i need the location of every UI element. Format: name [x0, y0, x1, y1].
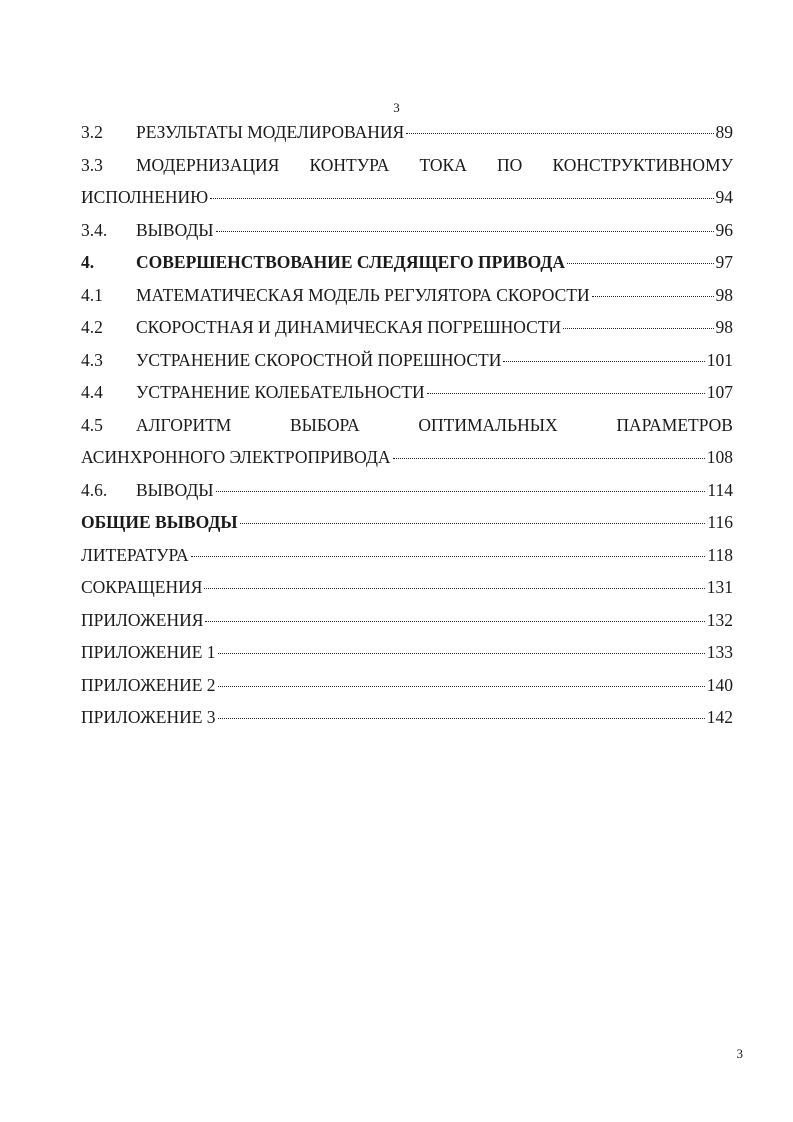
toc-entry-number: 3.4. — [81, 219, 108, 240]
toc-entry-continuation[interactable] — [81, 447, 733, 480]
toc-entry[interactable] — [81, 350, 733, 383]
toc-entry[interactable] — [81, 675, 733, 708]
title-word: АЛГОРИТМ — [136, 414, 232, 435]
toc-entry[interactable] — [81, 512, 733, 545]
dot-leader — [393, 458, 705, 459]
toc-entry-title: СОКРАЩЕНИЯ — [81, 577, 203, 597]
dot-leader — [503, 361, 704, 362]
toc-entry-page: 107 — [706, 382, 733, 402]
toc-entry-page: 98 — [715, 317, 733, 337]
toc-entry[interactable] — [81, 545, 733, 578]
dot-leader — [218, 718, 705, 719]
toc-entry-number: 4.3 — [81, 349, 103, 370]
dot-leader — [406, 133, 713, 134]
toc-entry-title: ПРИЛОЖЕНИЕ 3 — [81, 707, 216, 727]
toc-entry-number: 4.6. — [81, 479, 108, 500]
toc-entry-title: РЕЗУЛЬТАТЫ МОДЕЛИРОВАНИЯ — [136, 122, 405, 142]
toc-entry-number: 4.1 — [81, 284, 103, 305]
toc-entry-title-continued: АСИНХРОННОГО ЭЛЕКТРОПРИВОДА — [81, 447, 391, 467]
toc-entry[interactable] — [81, 122, 733, 155]
toc-entry[interactable] — [81, 415, 733, 448]
title-word: МОДЕРНИЗАЦИЯ — [136, 154, 280, 175]
toc-entry[interactable] — [81, 577, 733, 610]
toc-entry-page: 94 — [715, 187, 733, 207]
toc-entry-title: УСТРАНЕНИЕ КОЛЕБАТЕЛЬНОСТИ — [136, 382, 425, 402]
toc-entry-number: 4.4 — [81, 382, 103, 402]
footer-page-number: 3 — [736, 1046, 743, 1061]
header-page-number: 3 — [393, 100, 400, 115]
dot-leader — [240, 523, 706, 524]
toc-entry-continuation[interactable] — [81, 187, 733, 220]
toc-entry[interactable] — [81, 610, 733, 643]
toc-entry-number: 4.2 — [81, 317, 103, 337]
title-word: ВЫБОРА — [289, 414, 360, 435]
toc-entry-page: 132 — [706, 609, 733, 630]
toc-entry-number: 4. — [81, 252, 95, 272]
toc-entry-page: 97 — [715, 252, 733, 272]
toc-entry-title — [136, 415, 733, 436]
title-word: ПАРАМЕТРОВ — [616, 414, 733, 435]
dot-leader — [218, 653, 705, 654]
title-word: ПО — [497, 154, 523, 175]
title-word: ТОКА — [419, 154, 467, 175]
title-word: КОНСТРУКТИВНОМУ — [552, 154, 733, 175]
dot-leader — [427, 393, 705, 394]
toc-entry-number: 3.3 — [81, 154, 103, 175]
dot-leader — [563, 328, 713, 329]
toc-entry-title: ПРИЛОЖЕНИЕ 2 — [81, 674, 216, 695]
toc-entry-number: 3.2 — [81, 122, 103, 142]
toc-entry-page: 89 — [715, 122, 733, 142]
title-word: КОНТУРА — [309, 154, 390, 175]
toc-entry[interactable] — [81, 642, 733, 675]
dot-leader — [567, 263, 713, 264]
toc-entry-title: ВЫВОДЫ — [136, 219, 214, 240]
dot-leader — [191, 556, 706, 557]
dot-leader — [218, 686, 705, 687]
toc-entry-page: 98 — [715, 284, 733, 305]
toc-entry-title-continued: ИСПОЛНЕНИЮ — [81, 187, 209, 207]
toc-entry-title: ПРИЛОЖЕНИЯ — [81, 609, 204, 630]
dot-leader — [204, 588, 704, 589]
toc-entry[interactable] — [81, 285, 733, 318]
toc-entry-title: ОБЩИЕ ВЫВОДЫ — [81, 512, 238, 532]
toc-entry[interactable] — [81, 220, 733, 253]
toc-entry-title: МАТЕМАТИЧЕСКАЯ МОДЕЛЬ РЕГУЛЯТОРА СКОРОСТИ — [136, 284, 590, 305]
dot-leader — [205, 621, 704, 622]
toc-entry-page: 140 — [706, 674, 733, 695]
toc-entry[interactable] — [81, 382, 733, 415]
toc-chapter-entry[interactable] — [81, 252, 733, 285]
toc-entry[interactable] — [81, 707, 733, 740]
toc-entry-title: ВЫВОДЫ — [136, 479, 214, 500]
toc-entry-number: 4.5 — [81, 414, 103, 435]
dot-leader — [216, 231, 714, 232]
toc-entry-page: 142 — [706, 707, 733, 727]
toc-entry-page: 96 — [715, 219, 733, 240]
toc-entry-title — [136, 155, 733, 176]
table-of-contents — [81, 122, 733, 740]
toc-entry[interactable] — [81, 317, 733, 350]
toc-entry-title: ПРИЛОЖЕНИЕ 1 — [81, 642, 216, 662]
toc-entry-title: УСТРАНЕНИЕ СКОРОСТНОЙ ПОРЕШНОСТИ — [136, 349, 502, 370]
dot-leader — [210, 198, 713, 199]
toc-entry-title: ЛИТЕРАТУРА — [81, 544, 189, 565]
toc-entry-page: 133 — [706, 642, 733, 662]
dot-leader — [216, 491, 706, 492]
toc-entry-page: 118 — [707, 544, 733, 565]
toc-entry-page: 108 — [706, 447, 733, 467]
toc-entry[interactable] — [81, 480, 733, 513]
dot-leader — [592, 296, 714, 297]
toc-entry-page: 101 — [706, 349, 733, 370]
toc-entry-page: 114 — [707, 479, 733, 500]
toc-entry-title: СОВЕРШЕНСТВОВАНИЕ СЛЕДЯЩЕГО ПРИВОДА — [136, 252, 566, 272]
title-word: ОПТИМАЛЬНЫХ — [418, 414, 558, 435]
toc-entry-page: 116 — [707, 512, 733, 532]
toc-entry-page: 131 — [706, 577, 733, 597]
toc-entry[interactable] — [81, 155, 733, 188]
toc-entry-title: СКОРОСТНАЯ И ДИНАМИЧЕСКАЯ ПОГРЕШНОСТИ — [136, 317, 562, 337]
